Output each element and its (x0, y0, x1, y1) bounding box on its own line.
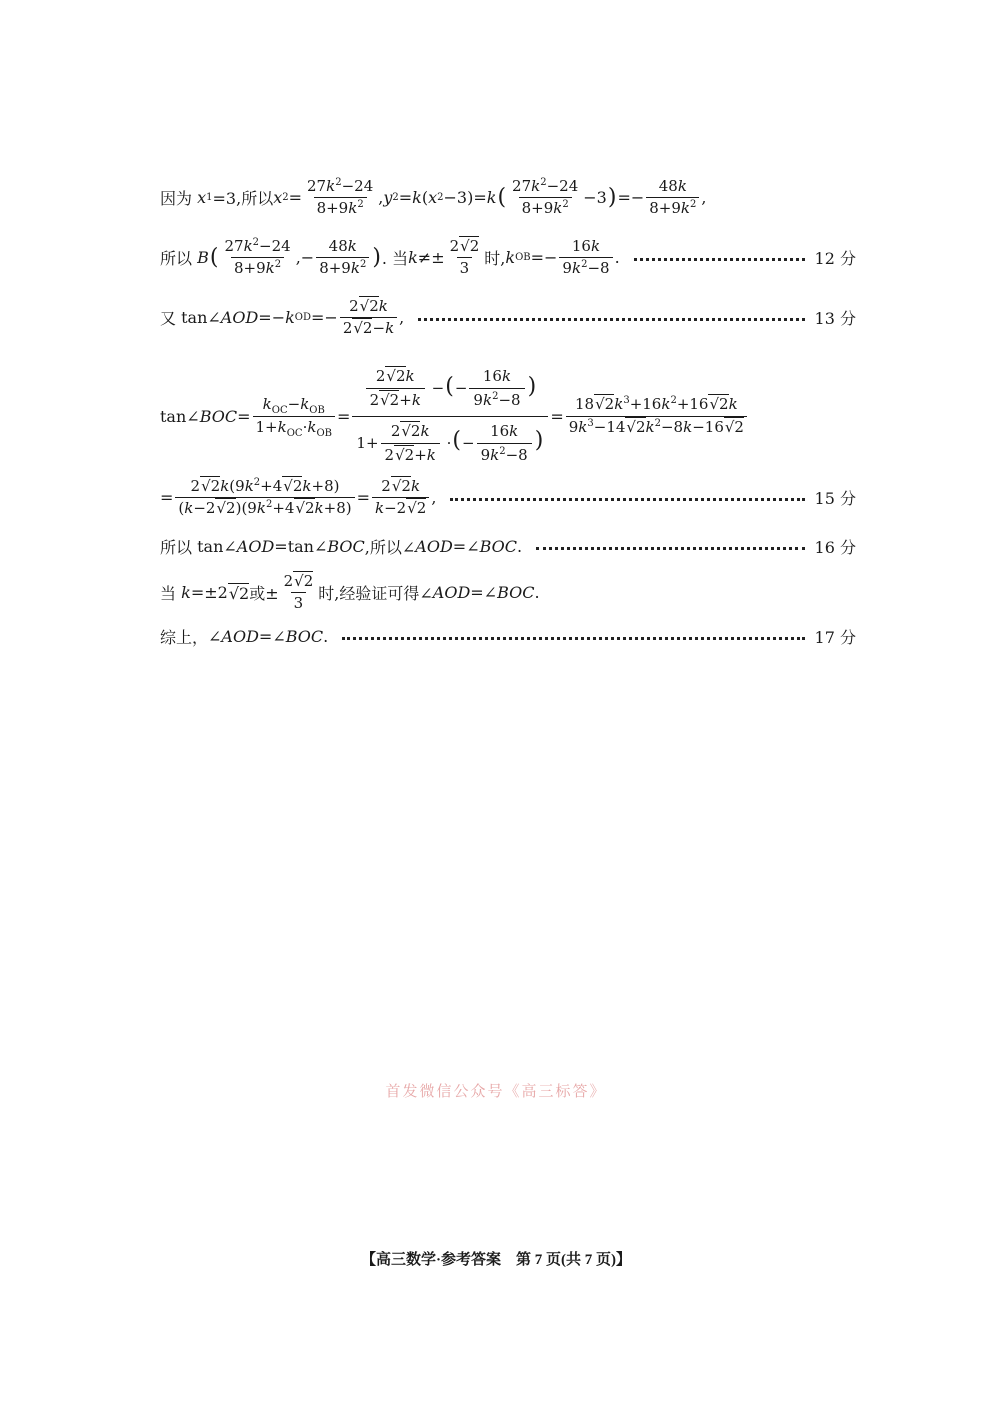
solution-line-2 (160, 238, 856, 278)
solution-line-4 (160, 362, 856, 470)
text-prefix: 因为 (160, 189, 193, 209)
equation-final: 综上， ∠ AOD =∠ BOC . (160, 627, 329, 647)
fraction: $\frac{48k}{8+9k^2}$ (646, 178, 699, 218)
equation-x2-y2: 因为 x 1 =3,所以 x 2 = $\frac{27k^2-24}{8+9k^2}$ , y 2 = k ( x 2 −3)= k ( $\frac{27k^2-24}{8+9k^2}$ −3 ) =− $\frac{48k}{8+9k^2}$ , (160, 177, 707, 218)
score-label: 12 分 (814, 249, 856, 269)
fraction: $\frac{2√2}{3}$ (283, 572, 314, 613)
compound-fraction: $\frac{2√2k}{2√2+k}$ −(− $\frac{16k}{9k^2-8}$ ) 1+ $\frac{2√2k}{2√2+k}$ ·(− $\frac{16k}{9k^2-8}$ ) (352, 362, 548, 470)
fraction: $\frac{2√2}{3}$ (449, 237, 480, 278)
equation-tan-aod: 又 tan∠ AOD =− k OD =− $\frac{2√2k}{2√2-k}$ , (160, 297, 405, 338)
solution-line-8 (160, 625, 856, 648)
equation-simplified: = $\frac{2√2k(9k^2+4√2k+8)}{(k-2√2)(9k^2+4√2k+8)}$ = $\frac{2√2k}{k-2√2}$ , (160, 477, 437, 518)
solution-line-6 (160, 535, 856, 558)
fraction: $\frac{2√2k}{k-2√2}$ (372, 478, 429, 518)
fraction: $\frac{27k^2-24}{8+9k^2}$ (512, 177, 579, 218)
score-leader-dots (450, 498, 804, 501)
score-label: 17 分 (814, 628, 856, 647)
fraction: $\frac{27k^2-24}{8+9k^2}$ (307, 177, 374, 218)
fraction: $\frac{2√2k(9k^2+4√2k+8)}{(k-2√2)(9k^2+4√2k+8)}$ (175, 478, 354, 518)
score-label: 15 分 (814, 489, 856, 509)
score-label: 16 分 (814, 538, 856, 557)
score-leader-dots (536, 547, 804, 550)
text-prefix: 当 (160, 584, 177, 604)
text-prefix: 综上， (160, 628, 209, 647)
fraction: $\frac{2√2k}{2√2-k}$ (340, 298, 397, 338)
score-leader-dots (418, 318, 804, 321)
equation-point-b: 所以 B ( $\frac{27k^2-24}{8+9k^2}$ ,− $\frac{48k}{8+9k^2}$ ) . 当 k ≠± $\frac{2√2}{3}$ 时, k OB =− $\frac{16k}{9k^2-8}$ . (160, 237, 620, 278)
solution-line-3 (160, 298, 856, 338)
fraction: $\frac{16k}{9k^2-8}$ (559, 238, 612, 278)
equation-conclusion-1: 所以 tan∠ AOD =tan∠ BOC ,所以∠ AOD =∠ BOC . (160, 537, 523, 557)
solution-line-1 (160, 178, 856, 218)
equation-tan-boc: tan∠ BOC = $\frac{k_{OC}-k_{OB}}{1+k_{OC}\cdot k_{OB}}$ = $\frac{2√2k}{2√2+k}$ −(− $\frac{16k}{9k^2-8}$ ) 1+ $\frac{2√2k}{2√2+k}$ ·(− $\frac{16k}{9k^2-8}$ ) = $\frac{18√2k^3+16k^2+16√2k}{9k^3-14√2k^2-8k-16√2}$ (160, 362, 749, 470)
solution-line-7 (160, 573, 856, 613)
score-leader-dots (634, 258, 805, 261)
text-prefix: 所以 (160, 249, 193, 269)
fraction: $\frac{27k^2-24}{8+9k^2}$ (224, 237, 291, 278)
equation-special-case: 当 k =±2 √2 或± $\frac{2√2}{3}$ 时,经验证可得∠ AOD =∠ BOC . (160, 572, 540, 613)
score-label: 13 分 (814, 309, 856, 329)
text-prefix: 又 (160, 309, 177, 329)
watermark-text: 首发微信公众号《高三标答》 (385, 1082, 607, 1100)
text-prefix: 所以 (160, 538, 193, 557)
score-leader-dots (342, 637, 804, 640)
fraction: $\frac{k_{OC}-k_{OB}}{1+k_{OC}\cdot k_{OB}}$ (253, 396, 336, 436)
fraction: $\frac{48k}{8+9k^2}$ (316, 238, 369, 278)
fraction: $\frac{18√2k^3+16k^2+16√2k}{9k^3-14√2k^2-8k-16√2}$ (566, 396, 747, 436)
page-footer: 【高三数学·参考答案 第 7 页(共 7 页)】 (361, 1252, 631, 1268)
solution-line-5 (160, 478, 856, 518)
